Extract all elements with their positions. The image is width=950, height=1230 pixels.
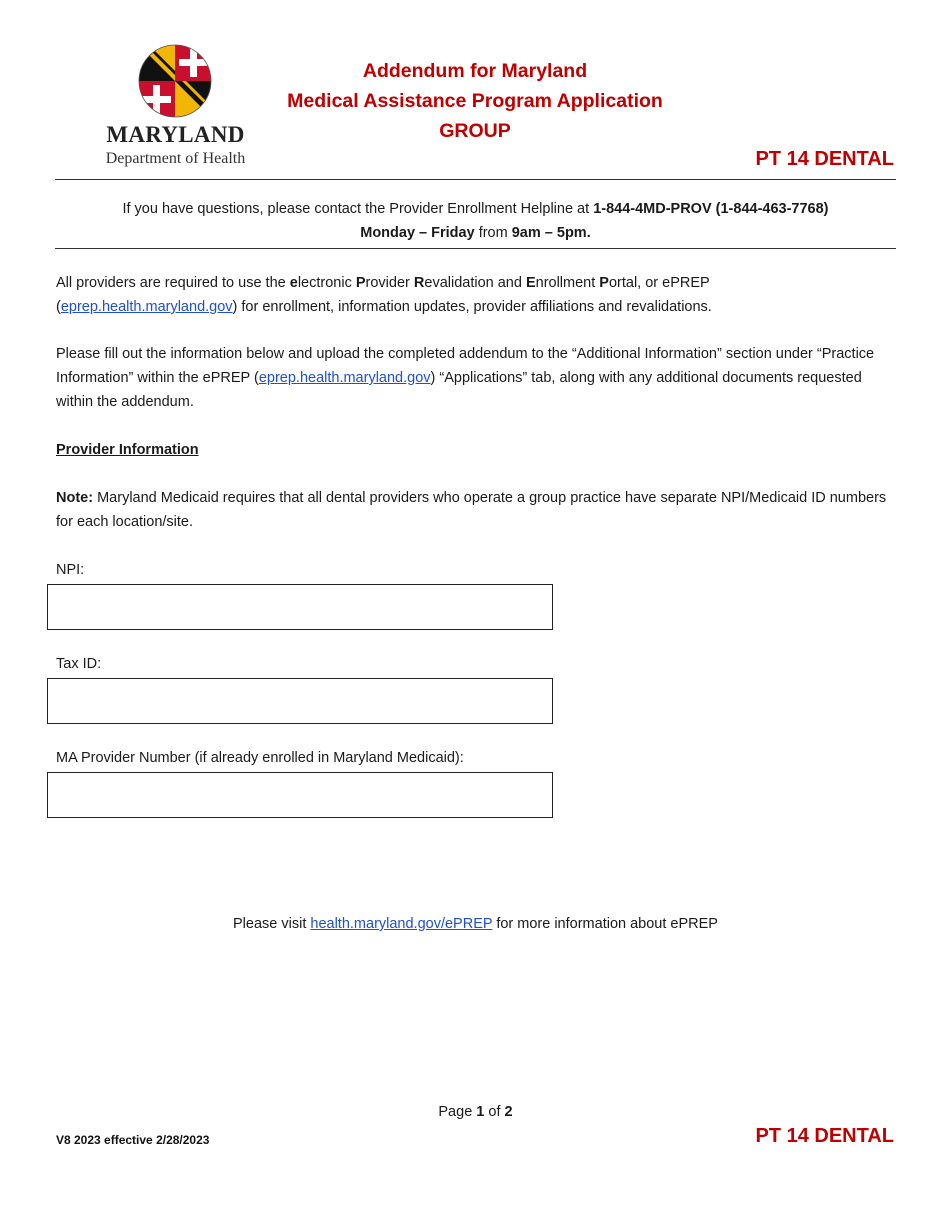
helpline-from: from (474, 225, 512, 241)
helpline-line-2 (55, 221, 896, 245)
instructions-paragraph (56, 342, 896, 414)
intro-text: nrollment (535, 275, 600, 291)
intro-bold-letter: E (525, 275, 536, 291)
tax-id-label: Tax ID: (56, 656, 102, 672)
visit-suffix: for more information about ePREP (492, 916, 718, 932)
helpline-prefix: If you have questions, please contact the Provider Enrollment Helpline at (122, 201, 594, 217)
title-line-3: GROUP (439, 120, 511, 142)
intro-bold-letter: P (599, 275, 609, 291)
page-number (55, 1100, 896, 1124)
title-line-1: Addendum for Maryland (362, 60, 588, 82)
intro-text: All providers are required to use the (56, 275, 290, 291)
maryland-flag-seal-icon (138, 44, 212, 118)
page-current: 1 (476, 1104, 485, 1120)
note-paragraph (56, 486, 896, 534)
intro-text: evalidation and (424, 275, 526, 291)
intro-text: ortal, or ePREP (608, 275, 710, 291)
note-text: Maryland Medicaid requires that all dental providers who operate a group practice have separate NPI/Medicaid ID numbers for each location/site. (56, 490, 887, 530)
eprep-link[interactable]: eprep.health.maryland.gov (60, 299, 233, 315)
ma-provider-label: MA Provider Number (if already enrolled in Maryland Medicaid): (56, 750, 464, 766)
intro-paragraph (56, 271, 896, 319)
note-label: Note: (56, 490, 94, 506)
provider-info-heading-text: Provider Information (56, 442, 199, 458)
instructions-text: Please fill out the information below and upload the completed addendum to the “Additional Information” section under “Practice Information” within the ePREP ( (56, 346, 875, 386)
helpline-days: Monday – Friday (360, 225, 475, 241)
logo-wordmark: MARYLAND (106, 122, 245, 147)
helpline-hours: 9am – 5pm. (511, 225, 591, 241)
helpline-phone: 1-844-4MD-PROV (1-844-463-7768) (593, 201, 829, 217)
tax-id-field[interactable] (47, 678, 553, 724)
page-word: Page (438, 1104, 477, 1120)
instructions-text: ) “Applications” tab, along with any additional documents requested within the addendum. (56, 370, 862, 410)
intro-bold-letter: P (355, 275, 366, 291)
logo-department: Department of Health (105, 150, 246, 167)
helpline-line-1 (55, 197, 896, 221)
version-label: V8 2023 effective 2/28/2023 (56, 1133, 210, 1147)
intro-bold-letter: e (289, 275, 298, 291)
helpline-divider (55, 248, 896, 249)
npi-label: NPI: (56, 562, 85, 578)
header-divider (55, 179, 896, 180)
intro-bold-letter: R (413, 275, 425, 291)
provider-info-heading (56, 438, 199, 462)
intro-text: ( (56, 299, 61, 315)
ma-provider-field[interactable] (47, 772, 553, 818)
page-of-word: of (484, 1104, 505, 1120)
page-total: 2 (504, 1104, 513, 1120)
eprep-link-instructions[interactable]: eprep.health.maryland.gov (258, 370, 431, 386)
eprep-info-link[interactable]: health.maryland.gov/ePREP (310, 916, 493, 932)
title-line-2: Medical Assistance Program Application (287, 90, 663, 112)
provider-type-header: PT 14 DENTAL (755, 148, 894, 170)
intro-text: ) for enrollment, information updates, provider affiliations and revalidations. (232, 299, 712, 315)
intro-text: lectronic (297, 275, 356, 291)
intro-text: rovider (365, 275, 414, 291)
visit-prefix: Please visit (233, 916, 311, 932)
npi-field[interactable] (47, 584, 553, 630)
provider-type-footer: PT 14 DENTAL (755, 1125, 894, 1147)
visit-line (55, 912, 896, 936)
